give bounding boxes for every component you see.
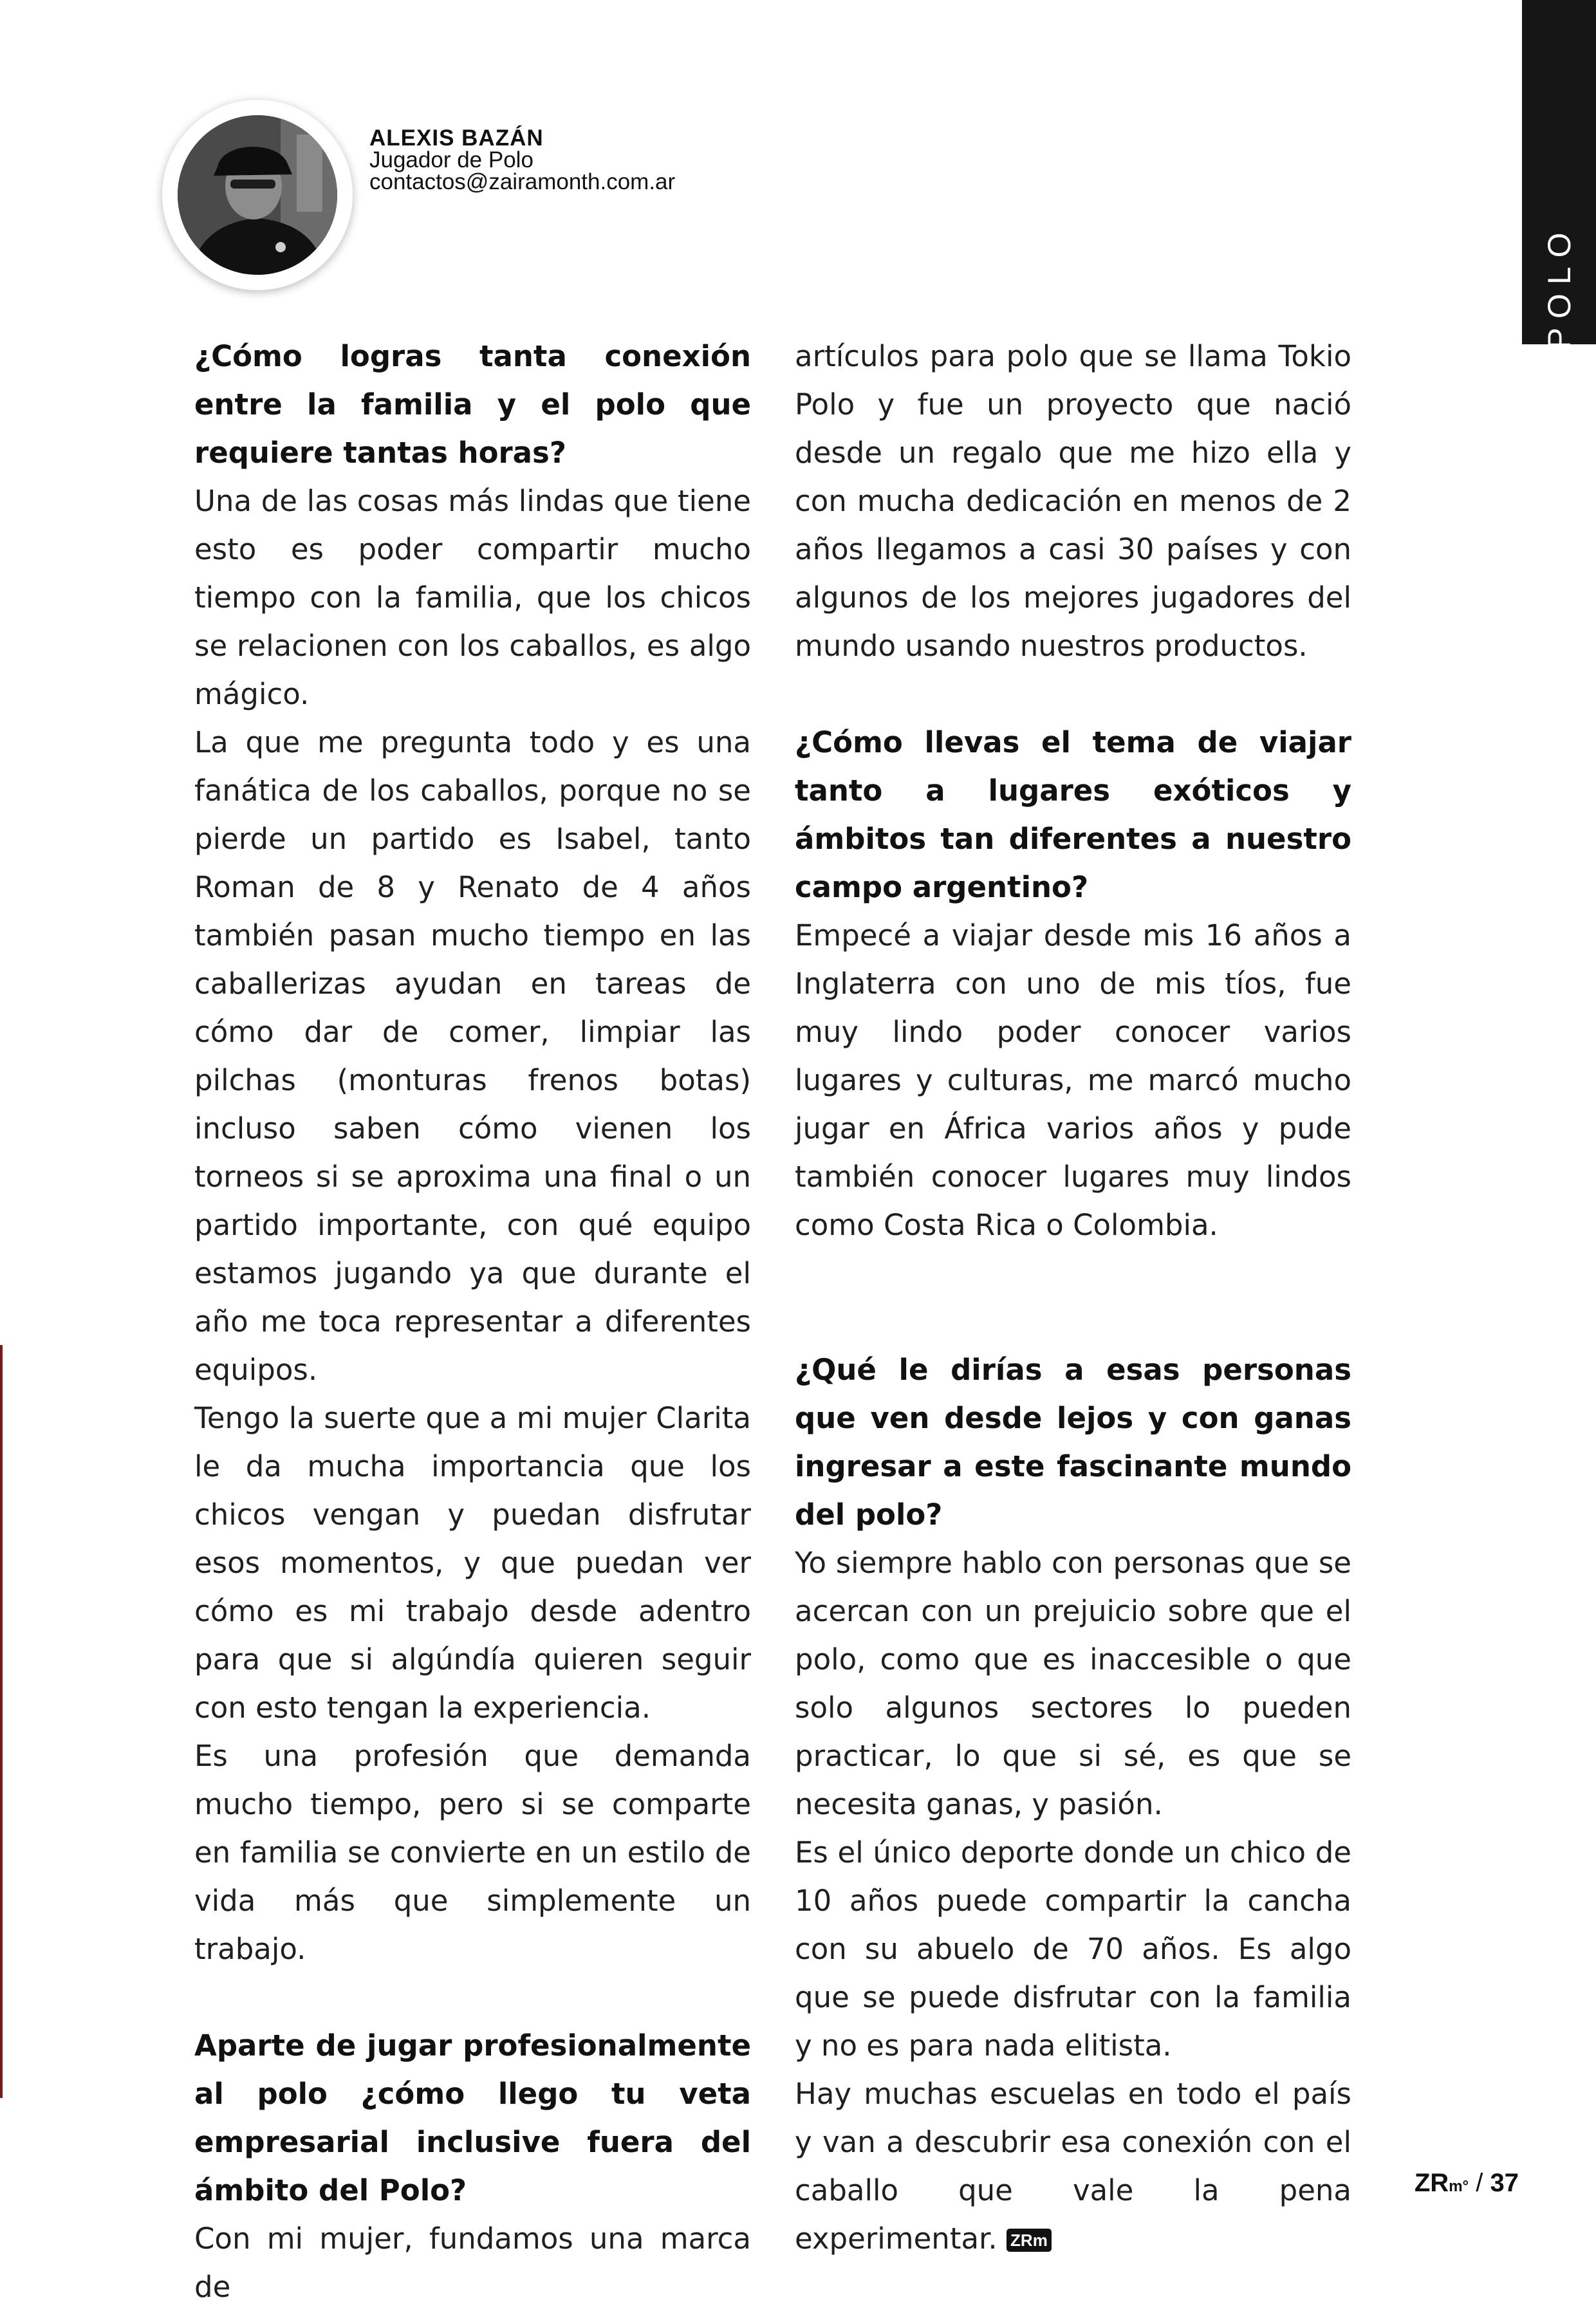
interview-question: Aparte de jugar profesionalmente al polo ¿cómo llego tu veta empresarial inclusive fuera del ámbito del Polo? (194, 2028, 751, 2207)
page-edge-mark (0, 1345, 3, 2098)
avatar-frame (162, 100, 353, 290)
interview-answer: Tengo la suerte que a mi mujer Clarita le da mucha importancia que los chicos vengan y puedan disfrutar esos momentos, y que puedan ver cómo es mi trabajo desde adentro para que si algúndía quieren seguir con esto tengan la experiencia. (194, 1401, 751, 1725)
author-email[interactable]: contactos@zairamonth.com.ar (369, 169, 676, 194)
paragraph-spacer (795, 1249, 1351, 1346)
interview-answer: Es el único deporte donde un chico de 10 años puede compartir la cancha con su abuelo de 70 años. Es algo que se puede disfrutar con la familia y no es para nada elitista. (795, 1835, 1351, 2063)
interview-answer: artículos para polo que se llama Tokio Polo y fue un proyecto que nació desde un regalo que me hizo ella y con mucha dedicación en menos de 2 años llegamos a casi 30 países y con algunos de los mejores jugadores del mundo usando nuestros productos. (795, 339, 1351, 663)
interview-answer: Una de las cosas más lindas que tiene esto es poder compartir mucho tiempo con la familia, que los chicos se relacionen con los caballos, es algo mágico. (194, 484, 751, 711)
interview-question: ¿Qué le dirías a esas personas que ven desde lejos y con ganas ingresar a este fascinante mundo del polo? (795, 1353, 1351, 1532)
author-avatar (178, 115, 337, 275)
interview-question: ¿Cómo llevas el tema de viajar tanto a lugares exóticos y ámbitos tan diferentes a nuestro campo argentino? (795, 725, 1351, 904)
interview-answer: La que me pregunta todo y es una fanática de los caballos, porque no se pierde un partido es Isabel, tanto Roman de 8 y Renato de 4 años también pasan mucho tiempo en las caballerizas ayudan en tareas de cómo dar de comer, limpiar las pilchas (monturas frenos botas) incluso saben cómo vienen los torneos si se aproxima una final o un partido importante, con qué equipo estamos jugando ya que durante el año me toca representar a diferentes equipos. (194, 725, 751, 1387)
interview-answer: Yo siempre hablo con personas que se acercan con un prejuicio sobre que el polo, como que es inaccesible o que solo algunos sectores lo pueden practicar, lo que si sé, es que se necesita ganas, y pasión. (795, 1546, 1351, 1821)
interview-answer: Empecé a viajar desde mis 16 años a Inglaterra con uno de mis tíos, fue muy lindo poder conocer varios lugares y culturas, me marcó mucho jugar en África varios años y pude también conocer lugares muy lindos como Costa Rica o Colombia. (795, 918, 1351, 1242)
interview-answer: Es una profesión que demanda mucho tiempo, pero si se comparte en familia se convierte en un estilo de vida más que simplemente un trabajo. (194, 1739, 751, 1966)
interview-answer-final (795, 2070, 1351, 2263)
end-mark-logo: ZRm (1007, 2229, 1052, 2252)
author-role: Jugador de Polo (369, 147, 534, 172)
folio-separator: / (1476, 2169, 1483, 2197)
interview-question: ¿Cómo logras tanta conexión entre la familia y el polo que requiere tantas horas? (194, 339, 751, 470)
author-block (369, 127, 675, 193)
page-folio (1415, 2169, 1519, 2198)
article-column-left (194, 332, 751, 2311)
paragraph-spacer (795, 670, 1351, 718)
interview-answer-text: Hay muchas escuelas en todo el país y van a descubrir esa conexión con el caballo que vale la pena experimentar. (795, 2077, 1351, 2256)
section-label: POLO (1541, 223, 1577, 349)
section-tab (1522, 0, 1596, 349)
interview-answer: Con mi mujer, fundamos una marca de (194, 2222, 751, 2304)
author-name: ALEXIS BAZÁN (369, 125, 544, 151)
folio-brand: ZR (1414, 2169, 1449, 2197)
paragraph-spacer (194, 1973, 751, 2021)
article-column-right (795, 332, 1351, 2263)
page-number: 37 (1490, 2169, 1519, 2197)
folio-brand-suffix: m° (1449, 2178, 1469, 2195)
author-photo-icon (178, 115, 337, 275)
